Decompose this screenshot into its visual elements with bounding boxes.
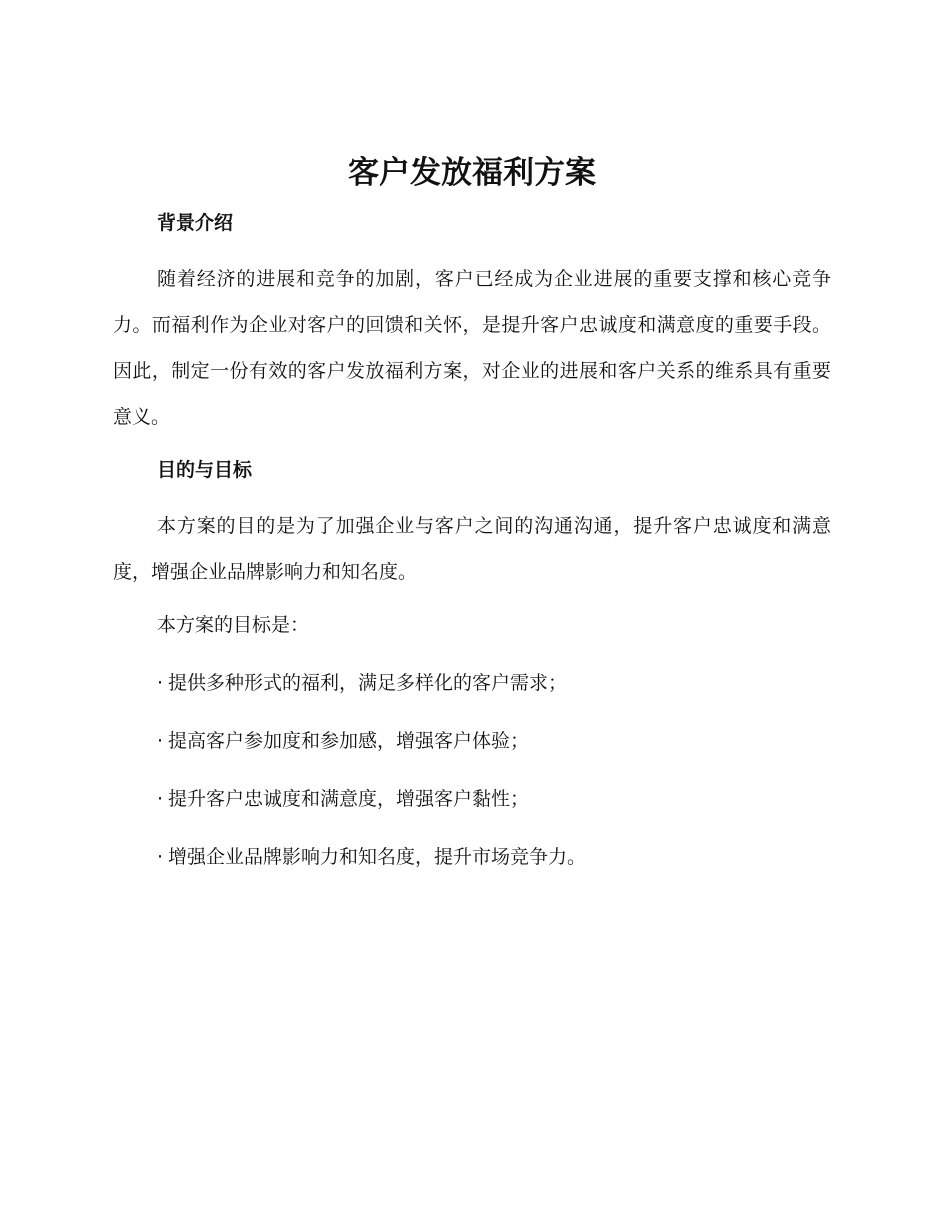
- goals-intro: 本方案的目标是：: [157, 614, 310, 636]
- background-paragraph: 随着经济的进展和竞争的加剧，客户已经成为企业进展的重要支撑和核心竞争力。而福利作为企业对客户的回馈和关怀，是提升客户忠诚度和满意度的重要手段。因此，制定一份有效的客户发放福利方案，对企业的进展和客户关系的维系具有重要意义。: [113, 268, 831, 428]
- document-body: [113, 150, 831, 871]
- list-item: [113, 785, 831, 813]
- bullet-dot-icon: ·: [157, 730, 164, 752]
- goals-list: [113, 669, 831, 871]
- goal-text: 提高客户参加度和参加感，增强客户体验；: [168, 730, 530, 752]
- list-item: [113, 669, 831, 697]
- goal-text: 提供多种形式的福利，满足多样化的客户需求；: [168, 672, 568, 694]
- goal-text: 提升客户忠诚度和满意度，增强客户黏性；: [168, 788, 530, 810]
- list-item: [113, 843, 831, 871]
- bullet-dot-icon: ·: [157, 846, 164, 868]
- section-heading-goals: 目的与目标: [157, 459, 253, 481]
- purpose-paragraph: 本方案的目的是为了加强企业与客户之间的沟通沟通，提升客户忠诚度和满意度，增强企业品牌影响力和知名度。: [113, 515, 831, 583]
- list-item: [113, 727, 831, 755]
- section-heading-background: 背景介绍: [157, 212, 234, 234]
- bullet-dot-icon: ·: [157, 788, 164, 810]
- goal-text: 增强企业品牌影响力和知名度，提升市场竞争力。: [168, 846, 587, 868]
- bullet-dot-icon: ·: [157, 672, 164, 694]
- document-title: 客户发放福利方案: [348, 155, 596, 191]
